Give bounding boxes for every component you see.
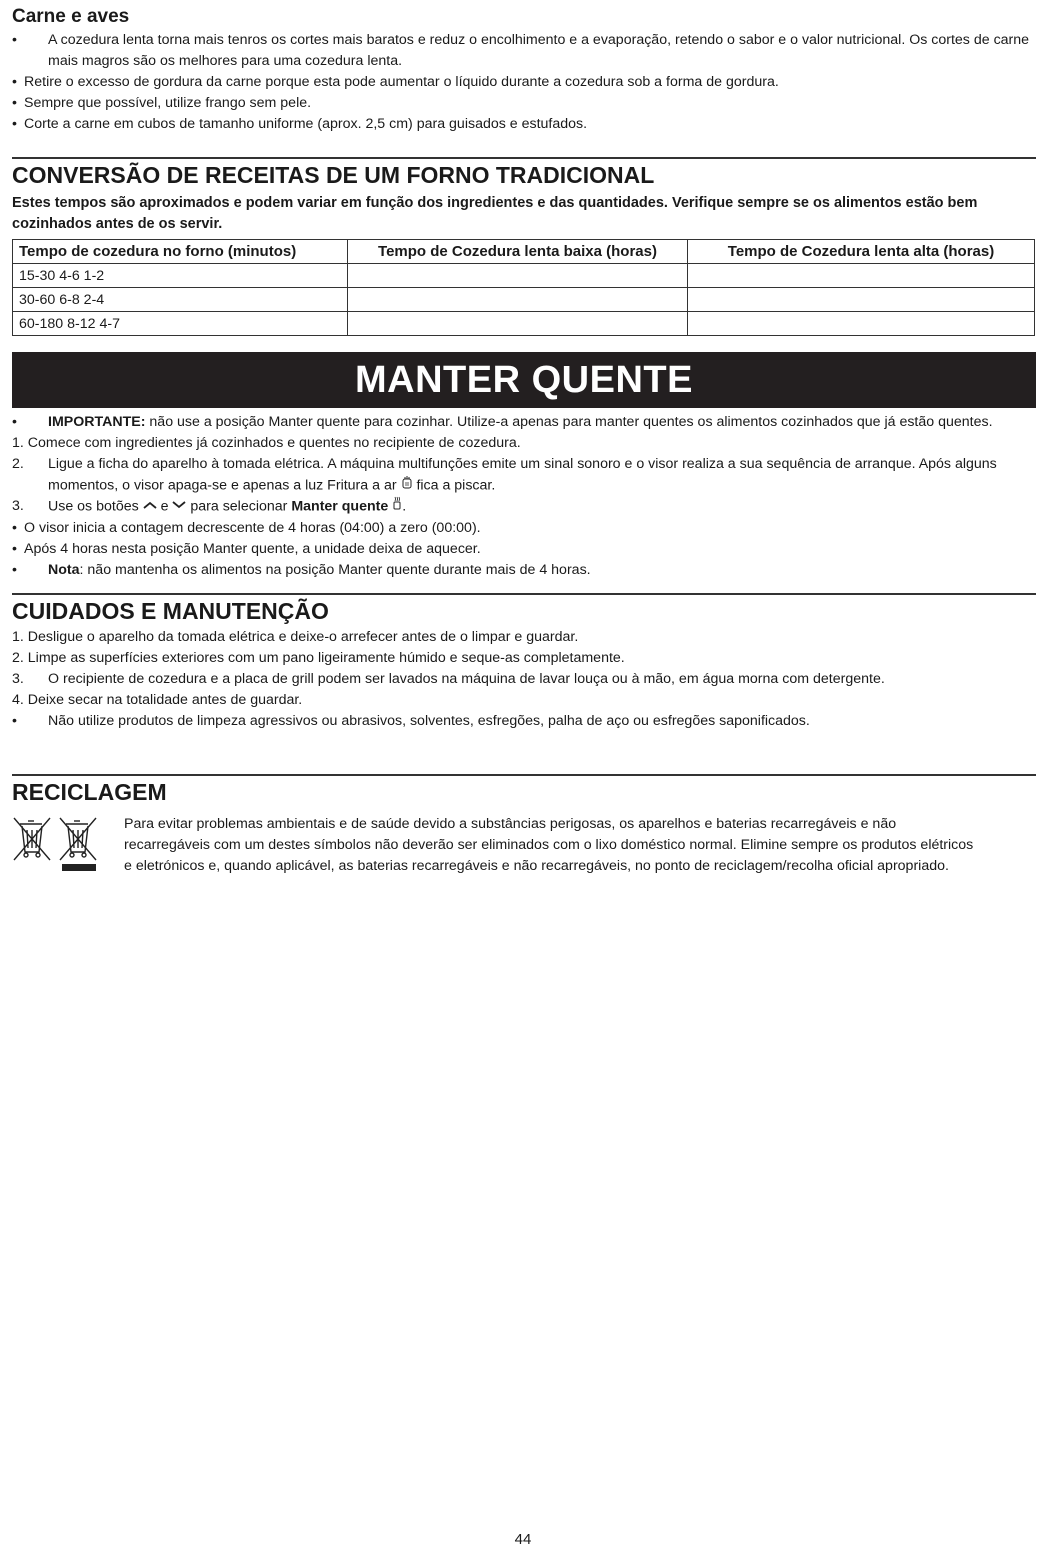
table-cell: 15-30 4-6 1-2 bbox=[13, 264, 348, 288]
conversion-heading: CONVERSÃO DE RECEITAS DE UM FORNO TRADICIONAL bbox=[12, 162, 655, 188]
conversion-intro: Estes tempos são aproximados e podem variar em função dos ingredientes e das quantidades. Verifique sempre se os alimentos estão bem cozinhados antes de os servir. bbox=[12, 195, 978, 232]
list-item: 4. Deixe secar na totalidade antes de guardar. bbox=[12, 691, 303, 708]
chevron-down-icon bbox=[172, 496, 186, 517]
recycling-heading: RECICLAGEM bbox=[12, 778, 167, 805]
list-item: • O visor inicia a contagem decrescente de 4 horas (04:00) a zero (00:00). bbox=[12, 519, 481, 536]
recycling-text: Para evitar problemas ambientais e de saúde devido a substâncias perigosas, os aparelhos e baterias recarregáveis e não recarregáveis com um destes símbolos não deverão ser eliminados com o lixo doméstico normal. Elimine sempre os produtos elétricos e eletrónicos e, quando aplicável, as baterias recarregáveis e não recarregáveis, no ponto de reciclagem/recolha oficial apropriado. bbox=[124, 815, 974, 874]
table-cell bbox=[688, 288, 1035, 312]
list-item: 2. Limpe as superfícies exteriores com um pano ligeiramente húmido e seque-as completamente. bbox=[12, 649, 625, 666]
air-fry-icon bbox=[401, 475, 413, 496]
keepwarm-banner: MANTER QUENTE bbox=[12, 352, 1036, 408]
list-item: • A cozedura lenta torna mais tenros os cortes mais baratos e reduz o encolhimento e a evaporação, retendo o sabor e o valor nutricional. Os cortes de carne mais magros são os melhores para uma cozedura lenta. bbox=[12, 32, 1030, 69]
table-cell bbox=[348, 264, 688, 288]
table-header-row bbox=[13, 240, 1035, 264]
list-item: • Corte a carne em cubos de tamanho uniforme (aprox. 2,5 cm) para guisados e estufados. bbox=[12, 116, 588, 132]
list-item: 1. Comece com ingredientes já cozinhados e quentes no recipiente de cozedura. bbox=[12, 435, 521, 451]
table-cell: 60-180 8-12 4-7 bbox=[13, 312, 348, 336]
meat-heading: Carne e aves bbox=[12, 6, 130, 27]
table-cell: 30-60 6-8 2-4 bbox=[13, 288, 348, 312]
list-item: • Retire o excesso de gordura da carne porque esta pode aumentar o líquido durante a cozedura sob a forma de gordura. bbox=[12, 74, 779, 90]
table-row bbox=[13, 288, 1035, 312]
list-item: • Não utilize produtos de limpeza agressivos ou abrasivos, solventes, esfregões, palha de aço ou esfregões saponificados. bbox=[12, 712, 810, 729]
care-heading: CUIDADOS E MANUTENÇÃO bbox=[12, 597, 329, 624]
weee-symbols bbox=[12, 814, 124, 874]
conversion-table bbox=[12, 239, 1035, 336]
list-item: 3. O recipiente de cozedura e a placa de grill podem ser lavados na máquina de lavar louça ou à mão, em água morna com detergente. bbox=[12, 670, 885, 687]
table-row bbox=[13, 312, 1035, 336]
column-header: Tempo de cozedura no forno (minutos) bbox=[13, 240, 348, 264]
table-cell bbox=[688, 312, 1035, 336]
list-item: • Após 4 horas nesta posição Manter quente, a unidade deixa de aquecer. bbox=[12, 540, 481, 557]
list-item: • Sempre que possível, utilize frango sem pele. bbox=[12, 95, 312, 111]
table-row bbox=[13, 264, 1035, 288]
keep-warm-icon bbox=[392, 496, 402, 517]
list-item: • IMPORTANTE: não use a posição Manter quente para cozinhar. Utilize-a apenas para manter quentes os alimentos cozinhados que já estão quentes. bbox=[12, 414, 993, 430]
recycling-block bbox=[12, 814, 1036, 877]
list-item: 2. Ligue a ficha do aparelho à tomada elétrica. A máquina multifunções emite um sinal sonoro e o visor realiza a sua sequência de arranque. Após alguns momentos, o visor apaga-se e apenas a luz Fritura a ar fica a piscar. bbox=[12, 454, 1036, 496]
table-cell bbox=[688, 264, 1035, 288]
list-item: • Nota: não mantenha os alimentos na posição Manter quente durante mais de 4 horas. bbox=[12, 561, 591, 578]
chevron-up-icon bbox=[143, 496, 157, 517]
crossed-bin-icon bbox=[12, 814, 102, 874]
list-item: 1. Desligue o aparelho da tomada elétrica e deixe-o arrefecer antes de o limpar e guardar. bbox=[12, 628, 579, 645]
column-header: Tempo de Cozedura lenta baixa (horas) bbox=[348, 240, 688, 264]
table-cell bbox=[348, 288, 688, 312]
column-header: Tempo de Cozedura lenta alta (horas) bbox=[688, 240, 1035, 264]
list-item: 3. Use os botões e para selecionar Manter quente . bbox=[12, 496, 1036, 517]
page-number: 44 bbox=[514, 1531, 532, 1548]
table-cell bbox=[348, 312, 688, 336]
